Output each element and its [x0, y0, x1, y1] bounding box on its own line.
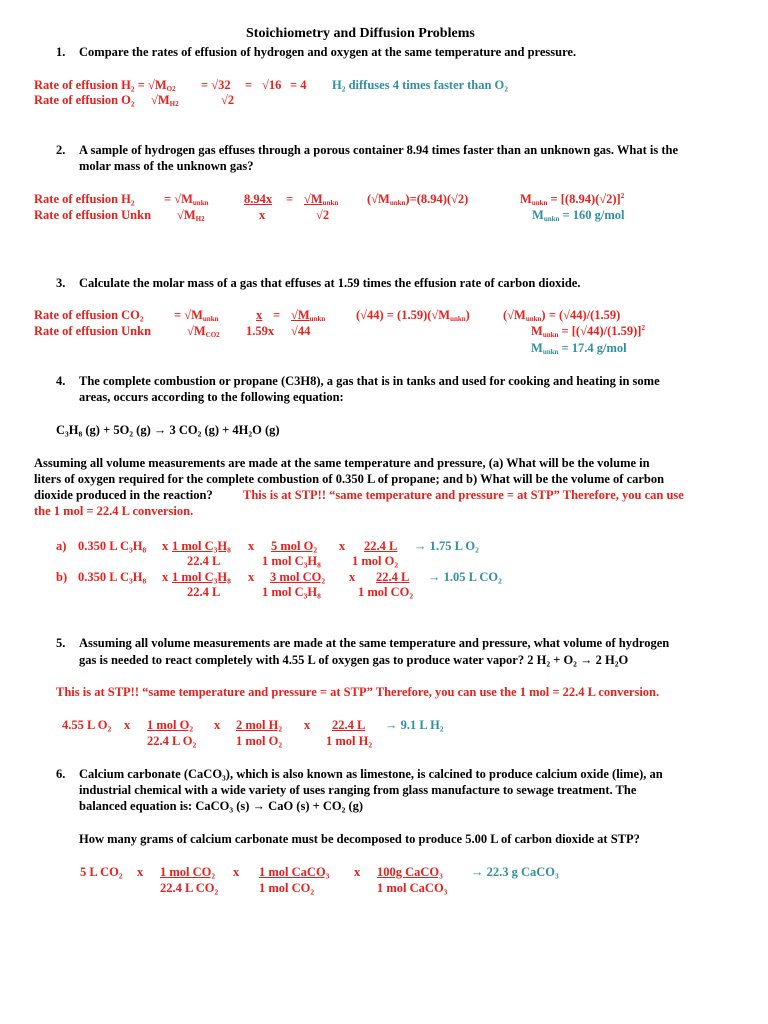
q2-r1-sub: unkn — [192, 199, 209, 207]
q2-r1-894x: 8.94x — [244, 192, 273, 206]
q4b-label: b) — [56, 570, 68, 584]
q6-times-2: x — [233, 865, 240, 879]
q1-row2-sub: H2 — [169, 100, 179, 108]
q3-r2-sqrt44: √44 — [291, 324, 311, 338]
q4-paragraph-line1: Assuming all volume measurements are made at the same temperature and pressure, (a) What will be the volume in — [34, 456, 650, 470]
q5-factor3-top: 22.4 L — [332, 718, 366, 732]
q5-factor3-bottom: 1 mol H₂ — [326, 734, 373, 748]
q4a-times-2: x — [248, 539, 255, 553]
q3-r2e-sub: unkn — [542, 331, 559, 339]
q2-r1g-text: M — [520, 192, 532, 206]
q4-paragraph-line2: liters of oxygen required for the complete combustion of 0.350 L of propane; and b) What will be the volume of carbon — [34, 472, 665, 486]
q4b-times-1: x — [162, 570, 169, 584]
q1-row2-sqrtm: √M — [151, 93, 170, 107]
q2-r1-equals: = — [286, 192, 294, 206]
q2-r1e-text: √M — [304, 192, 323, 206]
q3-r1e-sub: unkn — [309, 315, 326, 323]
question-3-number: 3. — [56, 276, 66, 290]
q6-times-3: x — [354, 865, 361, 879]
q2-r2b-text: √M — [177, 208, 196, 222]
q6-times-1: x — [137, 865, 144, 879]
q6-factor3-top: 100g CaCO₃ — [377, 865, 443, 879]
page-title: Stoichiometry and Diffusion Problems — [246, 26, 475, 41]
q3-r1-equals: = — [273, 308, 281, 322]
q4b-factor2-bottom: 1 mol C₃H₈ — [262, 585, 321, 599]
question-4-number: 4. — [56, 374, 66, 388]
q5-factor2-top: 2 mol H₂ — [236, 718, 283, 732]
q2-r1f-text: (√M — [367, 192, 390, 206]
q4a-factor2-bottom: 1 mol C₃H₈ — [262, 554, 321, 568]
q3-r1-numerator — [174, 308, 218, 323]
q3-r2-molar-mass — [531, 324, 645, 339]
q4b-factor1-top: 1 mol C₃H₈ — [172, 570, 231, 584]
question-6-number: 6. — [56, 767, 66, 781]
q1-row2-denominator — [151, 93, 179, 108]
q2-r1-label: Rate of effusion H₂ — [34, 192, 135, 206]
question-6-question: How many grams of calcium carbonate must be decomposed to produce 5.00 L of carbon dioxide at STP? — [79, 832, 640, 846]
q2-r1g-end: = [(8.94)(√2)] — [547, 192, 621, 206]
q2-r2-label: Rate of effusion Unkn — [34, 208, 152, 222]
q2-r1e-sub: unkn — [322, 199, 339, 207]
question-2-line2: molar mass of the unknown gas? — [79, 159, 254, 173]
question-3-text: Calculate the molar mass of a gas that effuses at 1.59 times the effusion rate of carbon dioxide. — [79, 276, 581, 290]
q4b-times-2: x — [248, 570, 255, 584]
q3-r2e-sup: 2 — [641, 324, 645, 332]
q3-r1-rearranged — [503, 308, 620, 323]
q5-start: 4.55 L O₂ — [62, 718, 112, 732]
q4-stp-note-line2: the 1 mol = 22.4 L conversion. — [34, 504, 194, 518]
q1-row1-sqrt32: = √32 — [201, 78, 231, 92]
q4b-factor2-top: 3 mol CO₂ — [270, 570, 326, 584]
q4a-factor1-bottom: 22.4 L — [187, 554, 221, 568]
q1-row1-result: = 4 — [290, 78, 307, 92]
q3-r1-label: Rate of effusion CO₂ — [34, 308, 144, 322]
q3-r1f-end: ) — [465, 308, 470, 322]
q2-r2-x: x — [259, 208, 266, 222]
q6-answer: → 22.3 g CaCO₃ — [471, 865, 559, 879]
q5-stp-note: This is at STP!! “same temperature and pressure = at STP” Therefore, you can use the 1 mol = 22.4 L conversion. — [56, 685, 660, 699]
q2-r1-sqrtm-unkn — [304, 192, 338, 207]
q3-r1b-text: = √M — [174, 308, 203, 322]
question-2-line1: A sample of hydrogen gas effuses through a porous container 8.94 times faster than an unknown gas. What is the — [79, 143, 679, 157]
q2-r1-sqrtm: = √M — [164, 192, 193, 206]
q5-times-3: x — [304, 718, 311, 732]
q1-row1-ratio — [34, 78, 176, 93]
q2-r2-sqrt2: √2 — [316, 208, 330, 222]
q4a-answer: → 1.75 L O₂ — [414, 539, 479, 553]
q3-r1g-sub: unkn — [525, 315, 542, 323]
q1-row2-label: Rate of effusion O₂ — [34, 93, 135, 107]
q1-row2-sqrt2: √2 — [221, 93, 235, 107]
q3-ans-sub: unkn — [542, 348, 559, 356]
q6-factor3-bottom: 1 mol CaCO₃ — [377, 881, 448, 895]
q4b-factor3-top: 22.4 L — [376, 570, 410, 584]
q3-r2b-sub: CO2 — [205, 331, 220, 339]
q3-r1-solve — [356, 308, 470, 323]
question-1-number: 1. — [56, 45, 66, 59]
q3-ans-end: = 17.4 g/mol — [558, 341, 627, 355]
q4b-factor1-bottom: 22.4 L — [187, 585, 221, 599]
q4b-factor3-bottom: 1 mol CO₂ — [358, 585, 414, 599]
q4a-times-3: x — [339, 539, 346, 553]
question-1-text: Compare the rates of effusion of hydrogen and oxygen at the same temperature and pressure. — [79, 45, 577, 59]
q5-times-1: x — [124, 718, 131, 732]
q1-answer: H₂ diffuses 4 times faster than O₂ — [332, 78, 509, 92]
q3-r2-label: Rate of effusion Unkn — [34, 324, 152, 338]
q3-r2b-text: √M — [187, 324, 206, 338]
q6-factor2-bottom: 1 mol CO₂ — [259, 881, 315, 895]
q3-r2e-end: = [(√44)/(1.59)] — [558, 324, 642, 338]
q4a-factor2-top: 5 mol O₂ — [271, 539, 318, 553]
q3-ans-text: M — [531, 341, 543, 355]
q2-r1f-end: )=(8.94)(√2) — [405, 192, 469, 206]
q6-factor1-top: 1 mol CO₂ — [160, 865, 216, 879]
q3-r1-x: x — [256, 308, 263, 322]
question-5-line2: gas is needed to react completely with 4.55 L of oxygen gas to produce water vapor? 2 H₂ + O₂ → 2 H₂O — [79, 653, 629, 667]
q3-r1f-text: (√44) = (1.59)(√M — [356, 308, 451, 322]
question-4-line2: areas, occurs according to the following equation: — [79, 390, 344, 404]
q2-r2-denominator — [177, 208, 205, 223]
q5-times-2: x — [214, 718, 221, 732]
q3-r1f-sub: unkn — [450, 315, 466, 323]
q5-factor1-top: 1 mol O₂ — [147, 718, 194, 732]
q4a-label: a) — [56, 539, 67, 553]
q2-r1g-sub: unkn — [531, 199, 548, 207]
q2-ans-text: M — [532, 208, 544, 222]
q6-factor1-bottom: 22.4 L CO₂ — [160, 881, 219, 895]
question-5-line1: Assuming all volume measurements are made at the same temperature and pressure, what volume of hydrogen — [79, 636, 670, 650]
q3-r1e-text: √M — [291, 308, 310, 322]
q6-factor2-top: 1 mol CaCO₃ — [259, 865, 330, 879]
q3-r2e-text: M — [531, 324, 543, 338]
q2-r1g-sup: 2 — [620, 192, 625, 200]
q2-ans-sub: unkn — [543, 215, 560, 223]
q1-row1-equals: = — [245, 78, 253, 92]
q3-r1g-text: (√M — [503, 308, 526, 322]
q2-r1-numerator — [164, 192, 208, 207]
q4-equation: C₃H₈ (g) + 5O₂ (g) → 3 CO₂ (g) + 4H₂O (g) — [56, 423, 280, 437]
q2-answer — [532, 208, 625, 223]
q2-ans-end: = 160 g/mol — [559, 208, 625, 222]
q1-row1-start: Rate of effusion H₂ = √M — [34, 78, 167, 92]
q2-r1f-sub: unkn — [389, 199, 406, 207]
question-2-number: 2. — [56, 143, 66, 157]
q1-row1-sub: O2 — [166, 85, 176, 93]
q5-factor1-bottom: 22.4 L O₂ — [147, 734, 197, 748]
q5-factor2-bottom: 1 mol O₂ — [236, 734, 283, 748]
question-6-line1: Calcium carbonate (CaCO₃), which is also known as limestone, is calcined to produce calcium oxide (lime), an — [79, 767, 663, 781]
q4b-answer: → 1.05 L CO₂ — [428, 570, 502, 584]
q4-stp-note: This is at STP!! “same temperature and pressure = at STP” Therefore, you can use — [243, 488, 684, 502]
q1-row1-sqrt16: √16 — [262, 78, 282, 92]
question-6-line3: balanced equation is: CaCO₃ (s) → CaO (s) + CO₂ (g) — [79, 799, 364, 813]
q4a-times-1: x — [162, 539, 169, 553]
q3-r2-159x: 1.59x — [246, 324, 275, 338]
q4b-times-3: x — [349, 570, 356, 584]
question-4-line1: The complete combustion or propane (C3H8), a gas that is in tanks and used for cooking and heating in some — [79, 374, 660, 388]
question-6-line2: industrial chemical with a wide variety of uses ranging from glass manufacture to sewage treatment. The — [79, 783, 637, 797]
q3-r1g-end: ) = (√44)/(1.59) — [541, 308, 621, 322]
q2-r2b-sub: H2 — [195, 215, 205, 223]
q6-start: 5 L CO₂ — [80, 865, 123, 879]
q3-r1-sqrtm-unkn — [291, 308, 325, 323]
q3-r1b-sub: unkn — [202, 315, 219, 323]
q4a-factor1-top: 1 mol C₃H₈ — [172, 539, 231, 553]
q3-r2-denominator — [187, 324, 220, 339]
q2-r1-molar-mass — [520, 192, 624, 207]
question-5-number: 5. — [56, 636, 66, 650]
q4a-start: 0.350 L C₃H₈ — [78, 539, 147, 553]
q5-answer: → 9.1 L H₂ — [385, 718, 444, 732]
q4b-start: 0.350 L C₃H₈ — [78, 570, 147, 584]
q4a-factor3-top: 22.4 L — [364, 539, 398, 553]
q4-paragraph-line3: dioxide produced in the reaction? — [34, 488, 213, 502]
q2-r1-solve — [367, 192, 468, 207]
q4a-factor3-bottom: 1 mol O₂ — [352, 554, 399, 568]
q3-answer — [531, 341, 627, 356]
